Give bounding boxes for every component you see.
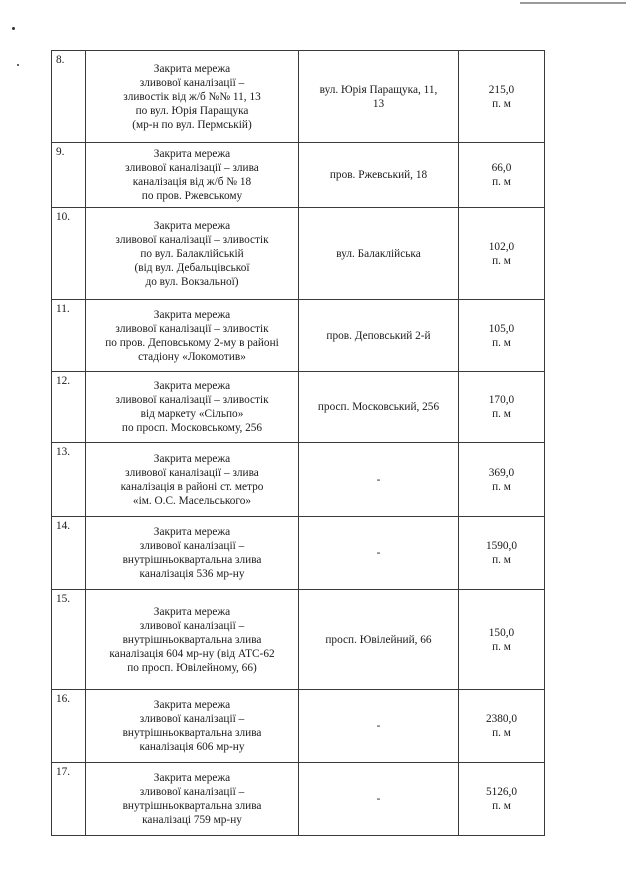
length-cell xyxy=(459,590,545,690)
table-row xyxy=(52,208,545,300)
length-value: 105,0 xyxy=(488,322,515,335)
length-cell xyxy=(459,763,545,836)
row-number: 10. xyxy=(52,208,86,300)
table-row xyxy=(52,372,545,443)
scan-speck xyxy=(17,64,19,66)
length-value: 5126,0 xyxy=(485,786,518,798)
table-row xyxy=(52,763,545,836)
length-value: 2380,0 xyxy=(485,713,518,725)
object-address: вул. Юрія Паращука, 11, 13 xyxy=(299,51,459,143)
length-cell xyxy=(459,51,545,143)
length-unit: п. м xyxy=(492,800,511,812)
row-number: 15. xyxy=(52,590,86,690)
length-value: 66,0 xyxy=(491,162,512,174)
object-address: - xyxy=(299,763,459,836)
length-unit: п. м xyxy=(492,254,511,267)
length-unit: п. м xyxy=(492,480,511,493)
object-description: Закрита мережа зливової каналізації – зливостік по пров. Деповському 2-му в районі стадіону «Локомотив» xyxy=(86,300,299,372)
row-number: 9. xyxy=(52,143,86,208)
length-cell xyxy=(459,208,545,300)
table-row xyxy=(52,143,545,208)
row-number: 12. xyxy=(52,372,86,443)
object-description: Закрита мережа зливової каналізації – зливостік по вул. Балаклійській (від вул. Дебальцівської до вул. Вокзальної) xyxy=(86,208,299,300)
table-row xyxy=(52,443,545,517)
row-number: 13. xyxy=(52,443,86,517)
scan-edge-line xyxy=(520,2,626,4)
row-number: 14. xyxy=(52,517,86,590)
row-number: 11. xyxy=(52,300,86,372)
object-address: вул. Балаклійська xyxy=(299,208,459,300)
length-value: 102,0 xyxy=(488,240,515,253)
length-value: 1590,0 xyxy=(485,540,518,552)
length-cell xyxy=(459,372,545,443)
length-cell xyxy=(459,517,545,590)
object-description: Закрита мережа зливової каналізації – злива каналізація в районі ст. метро «ім. О.С. Масельського» xyxy=(86,443,299,517)
object-description: Закрита мережа зливової каналізації – зливостік від маркету «Сільпо» по просп. Московському, 256 xyxy=(86,372,299,443)
length-value: 170,0 xyxy=(488,394,515,406)
row-number: 17. xyxy=(52,763,86,836)
object-address: - xyxy=(299,690,459,763)
length-unit: п. м xyxy=(492,727,511,739)
row-number: 16. xyxy=(52,690,86,763)
scan-speck xyxy=(12,27,15,30)
row-number: 8. xyxy=(52,51,86,143)
object-description: Закрита мережа зливової каналізації – внутрішньоквартальна злива каналізація 606 мр-ну xyxy=(86,690,299,763)
length-cell xyxy=(459,690,545,763)
object-address: пров. Деповський 2-й xyxy=(299,300,459,372)
object-description: Закрита мережа зливової каналізації – внутрішньоквартальна злива каналізація 536 мр-ну xyxy=(86,517,299,590)
length-unit: п. м xyxy=(492,554,511,566)
table-row xyxy=(52,590,545,690)
length-value: 150,0 xyxy=(488,626,515,639)
object-description: Закрита мережа зливової каналізації – зливостік від ж/б №№ 11, 13 по вул. Юрія Паращука (мр-н по вул. Пермській) xyxy=(86,51,299,143)
object-address: просп. Московський, 256 xyxy=(299,372,459,443)
object-address: просп. Ювілейний, 66 xyxy=(299,590,459,690)
table-row xyxy=(52,51,545,143)
length-cell xyxy=(459,143,545,208)
length-unit: п. м xyxy=(492,176,511,188)
object-address: - xyxy=(299,443,459,517)
length-unit: п. м xyxy=(492,97,511,110)
length-cell xyxy=(459,300,545,372)
length-cell xyxy=(459,443,545,517)
length-value: 215,0 xyxy=(488,83,515,96)
table-row xyxy=(52,300,545,372)
length-unit: п. м xyxy=(492,640,511,653)
table-row xyxy=(52,690,545,763)
object-description: Закрита мережа зливової каналізації – внутрішньоквартальна злива каналізаці 759 мр-ну xyxy=(86,763,299,836)
drainage-network-table xyxy=(51,50,545,836)
object-address: - xyxy=(299,517,459,590)
length-unit: п. м xyxy=(492,408,511,420)
object-description: Закрита мережа зливової каналізації – злива каналізація від ж/б № 18 по пров. Ржевському xyxy=(86,143,299,208)
object-address: пров. Ржевський, 18 xyxy=(299,143,459,208)
length-unit: п. м xyxy=(492,336,511,349)
length-value: 369,0 xyxy=(488,466,515,479)
object-description: Закрита мережа зливової каналізації – внутрішньоквартальна злива каналізація 604 мр-ну (від АТС-62 по просп. Ювілейному, 66) xyxy=(86,590,299,690)
table-row xyxy=(52,517,545,590)
